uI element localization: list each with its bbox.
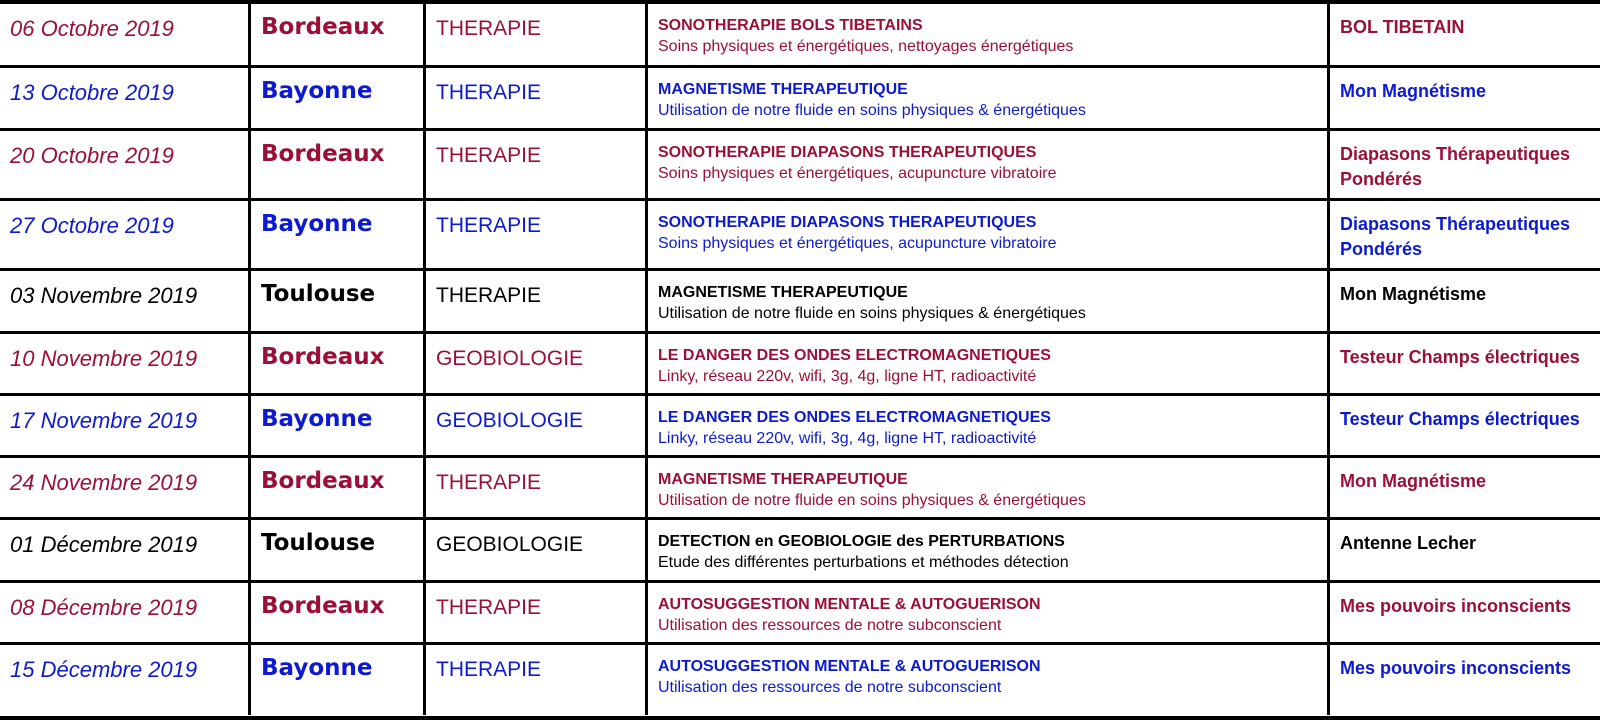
course-cell [648,201,1330,268]
module-cell: Testeur Champs électriques [1340,409,1580,429]
city-cell: Bordeaux [251,334,426,393]
category-cell: THERAPIE [426,271,648,331]
city-cell: Bordeaux [251,4,426,65]
module-cell: Diapasons Thérapeutiques Pondérés [1340,214,1571,259]
date-cell: 20 Octobre 2019 [0,131,251,198]
course-cell [648,458,1330,517]
course-title: SONOTHERAPIE BOLS TIBETAINS [658,17,923,34]
course-description: Soins physiques et énergétiques, acupuncture vibratoire [658,235,1057,252]
course-title: LE DANGER DES ONDES ELECTROMAGNETIQUES [658,347,1051,364]
city-cell: Bayonne [251,645,426,715]
course-description: Utilisation des ressources de notre subconscient [658,679,1002,696]
course-cell [648,131,1330,198]
category-cell: THERAPIE [426,583,648,642]
date-cell: 15 Décembre 2019 [0,645,251,715]
course-description: Linky, réseau 220v, wifi, 3g, 4g, ligne HT, radioactivité [658,368,1037,385]
course-description: Soins physiques et énergétiques, acupuncture vibratoire [658,165,1057,182]
date-cell: 03 Novembre 2019 [0,271,251,331]
course-description: Utilisation de notre fluide en soins physiques & énergétiques [658,305,1086,322]
date-cell: 10 Novembre 2019 [0,334,251,393]
date-cell: 06 Octobre 2019 [0,4,251,65]
table-row [0,583,1600,645]
table-row [0,458,1600,520]
city-cell: Bayonne [251,396,426,455]
category-cell: GEOBIOLOGIE [426,520,648,580]
date-cell: 13 Octobre 2019 [0,68,251,128]
course-description: Etude des différentes perturbations et méthodes détection [658,554,1069,571]
city-cell: Bordeaux [251,583,426,642]
category-cell: GEOBIOLOGIE [426,334,648,393]
course-title: AUTOSUGGESTION MENTALE & AUTOGUERISON [658,596,1041,613]
table-row [0,645,1600,715]
category-cell: THERAPIE [426,4,648,65]
table-row [0,4,1600,68]
course-title: SONOTHERAPIE DIAPASONS THERAPEUTIQUES [658,144,1037,161]
city-cell: Bayonne [251,68,426,128]
course-description: Utilisation de notre fluide en soins physiques & énergétiques [658,102,1086,119]
module-cell: Mon Magnétisme [1340,81,1487,101]
category-cell: THERAPIE [426,645,648,715]
course-cell [648,520,1330,580]
course-title: AUTOSUGGESTION MENTALE & AUTOGUERISON [658,658,1041,675]
module-cell: Diapasons Thérapeutiques Pondérés [1340,144,1571,189]
table-row [0,68,1600,131]
table-row [0,131,1600,201]
course-cell [648,68,1330,128]
category-cell: THERAPIE [426,458,648,517]
course-title: MAGNETISME THERAPEUTIQUE [658,81,908,98]
table-row [0,396,1600,458]
date-cell: 08 Décembre 2019 [0,583,251,642]
table-row [0,520,1600,583]
course-cell [648,271,1330,331]
date-cell: 01 Décembre 2019 [0,520,251,580]
course-title: DETECTION en GEOBIOLOGIE des PERTURBATIONS [658,533,1065,550]
course-title: LE DANGER DES ONDES ELECTROMAGNETIQUES [658,409,1051,426]
table-row [0,334,1600,396]
course-description: Utilisation des ressources de notre subconscient [658,617,1002,634]
table-row [0,271,1600,334]
course-cell [648,4,1330,65]
city-cell: Toulouse [251,520,426,580]
city-cell: Bayonne [251,201,426,268]
course-description: Soins physiques et énergétiques, nettoyages énergétiques [658,38,1074,55]
table-row [0,201,1600,271]
course-cell [648,396,1330,455]
date-cell: 24 Novembre 2019 [0,458,251,517]
course-cell [648,645,1330,715]
module-cell: Antenne Lecher [1340,533,1477,553]
course-title: MAGNETISME THERAPEUTIQUE [658,284,908,301]
module-cell: Mon Magnétisme [1340,284,1487,304]
course-description: Linky, réseau 220v, wifi, 3g, 4g, ligne HT, radioactivité [658,430,1037,447]
city-cell: Bordeaux [251,458,426,517]
date-cell: 27 Octobre 2019 [0,201,251,268]
course-description: Utilisation de notre fluide en soins physiques & énergétiques [658,492,1086,509]
category-cell: THERAPIE [426,68,648,128]
city-cell: Toulouse [251,271,426,331]
course-cell [648,334,1330,393]
date-cell: 17 Novembre 2019 [0,396,251,455]
module-cell: Mes pouvoirs inconscients [1340,658,1572,678]
module-cell: Testeur Champs électriques [1340,347,1580,367]
module-cell: BOL TIBETAIN [1340,17,1465,37]
course-cell [648,583,1330,642]
city-cell: Bordeaux [251,131,426,198]
module-cell: Mes pouvoirs inconscients [1340,596,1572,616]
module-cell: Mon Magnétisme [1340,471,1487,491]
category-cell: THERAPIE [426,131,648,198]
course-title: MAGNETISME THERAPEUTIQUE [658,471,908,488]
category-cell: THERAPIE [426,201,648,268]
course-title: SONOTHERAPIE DIAPASONS THERAPEUTIQUES [658,214,1037,231]
category-cell: GEOBIOLOGIE [426,396,648,455]
